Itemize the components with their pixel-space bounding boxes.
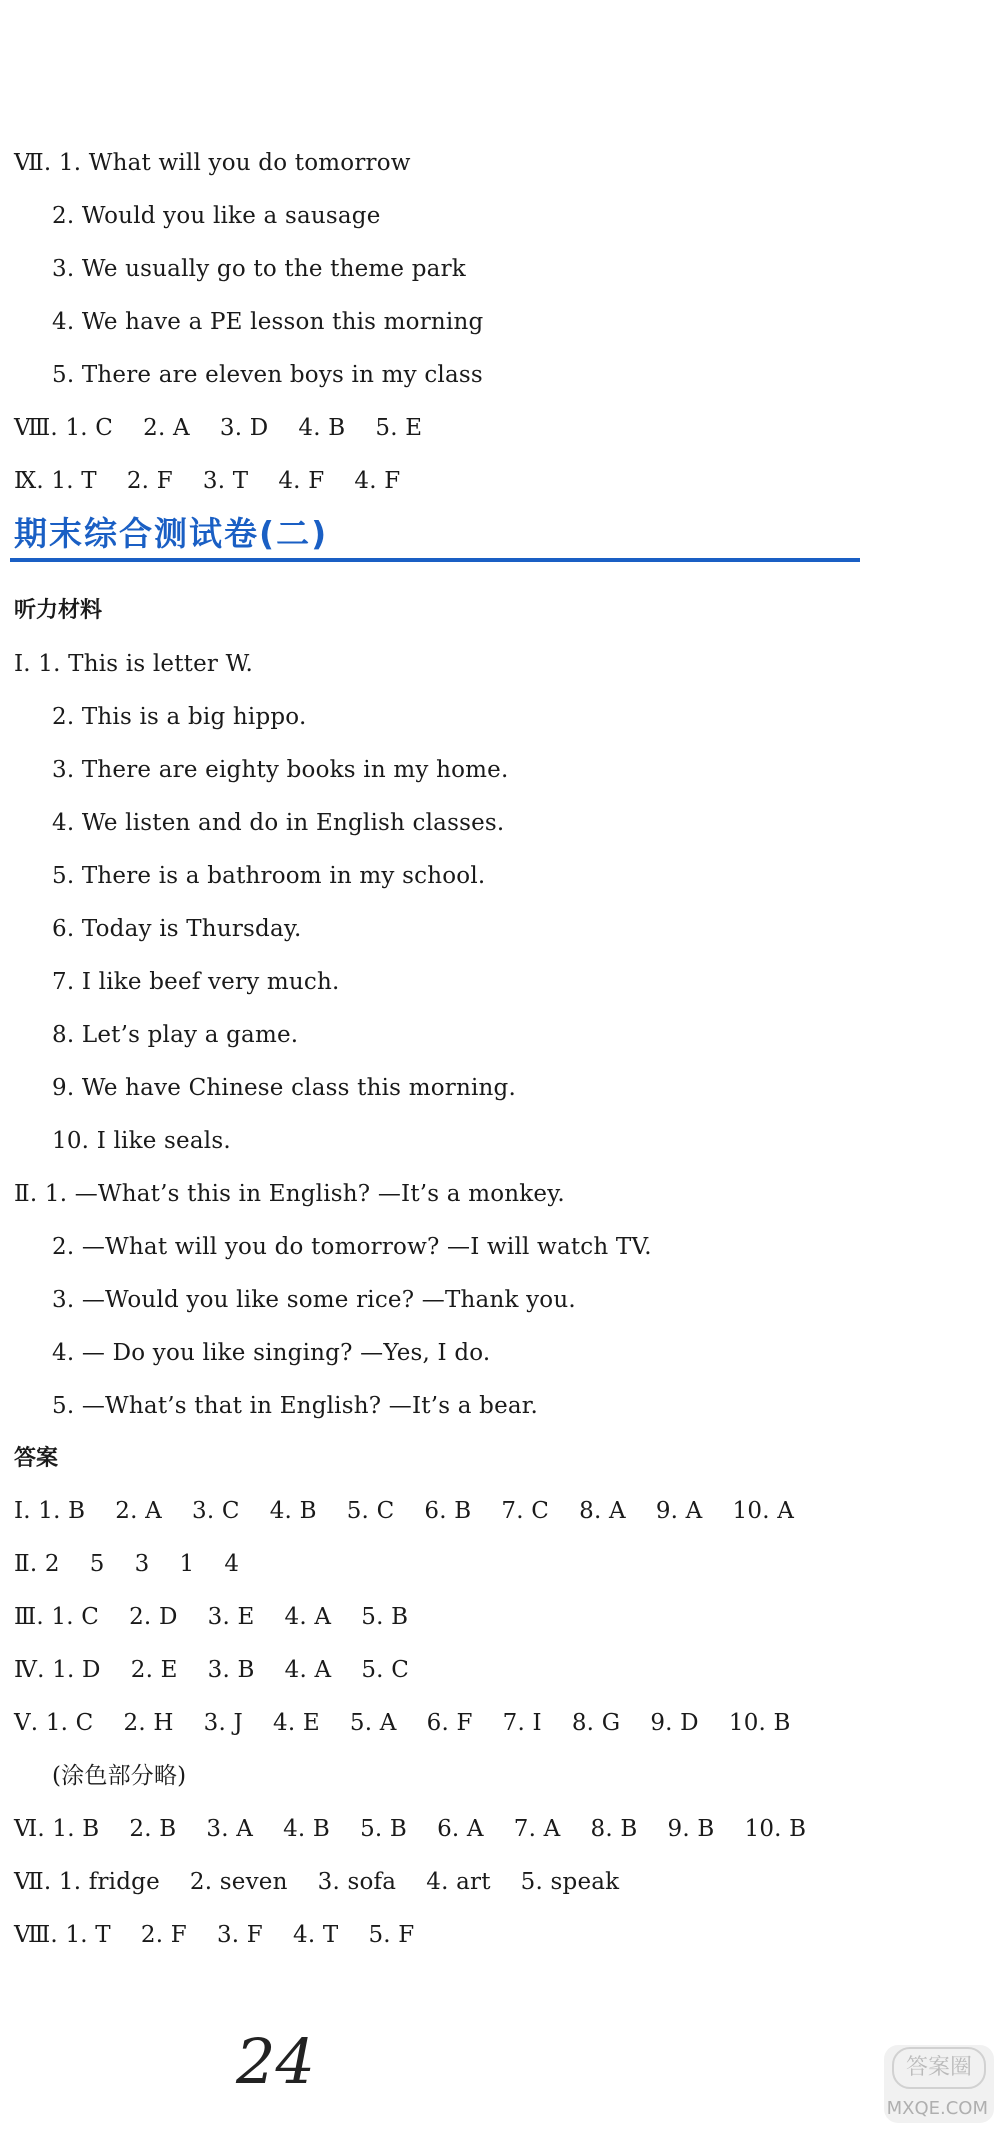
part2-line-4: 4. — Do you like singing? —Yes, I do.: [52, 1340, 491, 1366]
part1-line-3: 3. There are eighty books in my home.: [52, 757, 509, 783]
part2-line-5: 5. —What’s that in English? —It’s a bear.: [52, 1393, 538, 1419]
answer-v: Ⅴ. 1. C 2. H 3. J 4. E 5. A 6. F 7. I 8. G 9. D 10. B: [14, 1710, 791, 1736]
part1-line-10: 10. I like seals.: [52, 1128, 231, 1154]
watermark-url: MXQE.COM: [886, 2098, 988, 2119]
vii-line-2: 2. Would you like a sausage: [52, 203, 381, 229]
vii-line-1: Ⅶ. 1. What will you do tomorrow: [14, 150, 411, 176]
part2-line-1: Ⅱ. 1. —What’s this in English? —It’s a monkey.: [14, 1181, 565, 1207]
page-number-handwritten: [228, 2025, 328, 2095]
answer-vii: Ⅶ. 1. fridge 2. seven 3. sofa 4. art 5. speak: [14, 1869, 620, 1895]
listening-label: 听力材料: [14, 598, 103, 623]
vii-line-4: 4. We have a PE lesson this morning: [52, 309, 484, 335]
answer-iv: Ⅳ. 1. D 2. E 3. B 4. A 5. C: [14, 1657, 409, 1683]
part1-line-4: 4. We listen and do in English classes.: [52, 810, 505, 836]
part1-line-5: 5. There is a bathroom in my school.: [52, 863, 486, 889]
answer-i: Ⅰ. 1. B 2. A 3. C 4. B 5. C 6. B 7. C 8. A 9. A 10. A: [14, 1498, 795, 1524]
part2-line-3: 3. —Would you like some rice? —Thank you.: [52, 1287, 576, 1313]
ix-answers: Ⅸ. 1. T 2. F 3. T 4. F 4. F: [14, 468, 401, 494]
part1-line-1: Ⅰ. 1. This is letter W.: [14, 651, 253, 677]
vii-line-5: 5. There are eleven boys in my class: [52, 362, 483, 388]
part1-line-7: 7. I like beef very much.: [52, 969, 340, 995]
part1-line-8: 8. Let’s play a game.: [52, 1022, 299, 1048]
page-title: 期末综合测试卷(二): [14, 514, 329, 553]
viii-answers: Ⅷ. 1. C 2. A 3. D 4. B 5. E: [14, 415, 423, 441]
part1-line-6: 6. Today is Thursday.: [52, 916, 302, 942]
part2-line-2: 2. —What will you do tomorrow? —I will watch TV.: [52, 1234, 652, 1260]
answer-vi: Ⅵ. 1. B 2. B 3. A 4. B 5. B 6. A 7. A 8. B 9. B 10. B: [14, 1816, 807, 1842]
page-number-text: 24: [236, 2025, 315, 2095]
title-rule: [10, 558, 860, 562]
part1-line-2: 2. This is a big hippo.: [52, 704, 307, 730]
watermark-logo: 答案圈: [892, 2047, 986, 2089]
vii-line-3: 3. We usually go to the theme park: [52, 256, 466, 282]
answers-label: 答案: [14, 1446, 59, 1471]
answer-iii: Ⅲ. 1. C 2. D 3. E 4. A 5. B: [14, 1604, 409, 1630]
answer-viii: Ⅷ. 1. T 2. F 3. F 4. T 5. F: [14, 1922, 415, 1948]
part1-line-9: 9. We have Chinese class this morning.: [52, 1075, 516, 1101]
answer-v-note: (涂色部分略): [52, 1763, 187, 1789]
answer-ii: Ⅱ. 2 5 3 1 4: [14, 1551, 240, 1577]
